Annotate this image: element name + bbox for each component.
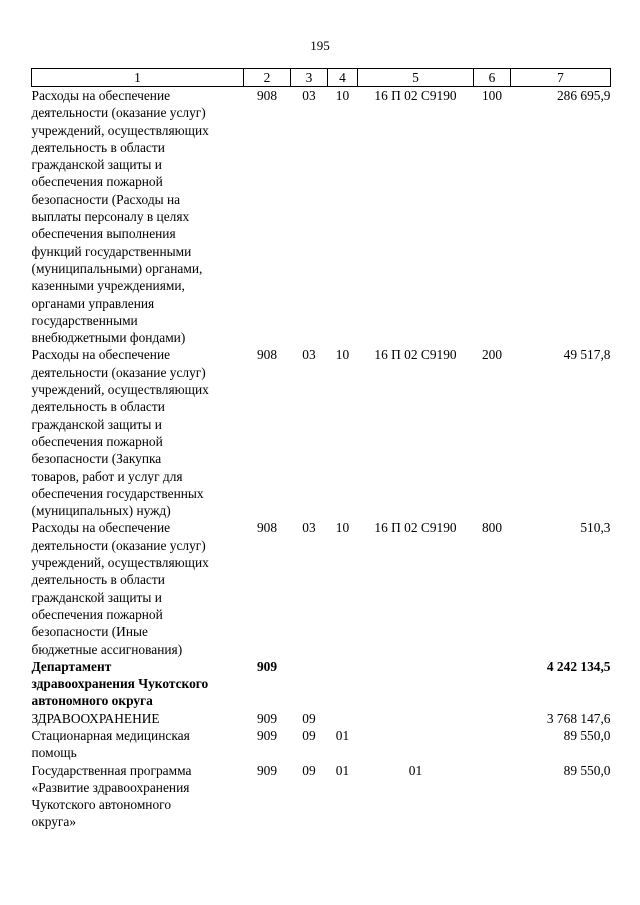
target-article-cell: 16 П 02 С9190 xyxy=(374,88,457,103)
amount-cell: 510,3 xyxy=(580,520,611,536)
item-name-line: государственными xyxy=(31,312,138,328)
item-name-line: гражданской защиты и xyxy=(31,416,162,432)
item-name-line: выплаты персоналу в целях xyxy=(31,209,190,225)
table-body xyxy=(32,87,611,831)
expense-type-cell: 800 xyxy=(481,520,503,536)
item-name-line: бюджетные ассигнования) xyxy=(31,641,183,657)
target-article-cell: 01 xyxy=(408,762,423,778)
code-ministry-cell: 908 xyxy=(256,520,278,536)
item-name-line: автономного округа xyxy=(31,693,153,709)
item-name-line: безопасности (Иные xyxy=(31,624,148,640)
budget-table xyxy=(31,68,611,831)
target-article-cell xyxy=(358,727,474,762)
item-name-cell xyxy=(32,727,244,762)
code-ministry-cell: 909 xyxy=(256,762,278,778)
item-name-line: Расходы на обеспечение xyxy=(31,520,171,536)
column-header-4: 4 xyxy=(328,69,358,87)
item-name-line: обеспечения выполнения xyxy=(31,226,176,242)
item-name-cell xyxy=(32,658,244,710)
column-header-5: 5 xyxy=(358,69,474,87)
item-name-line: органами управления xyxy=(31,295,155,311)
item-name-line: обеспечения пожарной xyxy=(31,606,163,622)
target-article-cell: 16 П 02 С9190 xyxy=(374,520,457,536)
item-name-line: (муниципальных) нужд) xyxy=(31,503,171,519)
table-row xyxy=(32,658,611,710)
header-row xyxy=(32,69,611,87)
target-article-cell: 16 П 02 С9190 xyxy=(374,347,457,363)
item-name-line: «Развитие здравоохранения xyxy=(31,779,190,795)
subsection-cell: 01 xyxy=(335,727,350,743)
item-name-line: Расходы на обеспечение xyxy=(31,88,171,103)
item-name-line: деятельность в области xyxy=(31,139,165,155)
subsection-cell: 10 xyxy=(335,88,350,103)
subsection-cell: 10 xyxy=(335,347,350,363)
item-name-line: учреждений, осуществляющих xyxy=(31,555,209,571)
item-name-cell xyxy=(32,710,244,727)
subsection-cell xyxy=(328,658,358,710)
column-header-1: 1 xyxy=(32,69,244,87)
section-cell: 09 xyxy=(302,762,316,778)
item-name-line: учреждений, осуществляющих xyxy=(31,382,209,398)
item-name-line: обеспечения государственных xyxy=(31,485,204,501)
item-name-line: Департамент xyxy=(31,658,112,674)
item-name-line: ЗДРАВООХРАНЕНИЕ xyxy=(31,710,160,726)
amount-cell: 89 550,0 xyxy=(563,727,611,743)
item-name-line: обеспечения пожарной xyxy=(31,174,163,190)
item-name-line: гражданской защиты и xyxy=(31,589,162,605)
column-header-6: 6 xyxy=(474,69,511,87)
code-ministry-cell: 909 xyxy=(256,710,278,726)
item-name-cell xyxy=(32,762,244,831)
item-name-cell xyxy=(32,519,244,657)
code-ministry-cell: 908 xyxy=(256,88,278,103)
column-header-7: 7 xyxy=(511,69,611,87)
amount-cell: 89 550,0 xyxy=(563,762,611,778)
item-name-line: деятельности (оказание услуг) xyxy=(31,537,206,553)
amount-cell: 286 695,9 xyxy=(556,88,611,103)
target-article-cell xyxy=(358,710,474,727)
item-name-line: деятельность в области xyxy=(31,399,165,415)
amount-cell: 4 242 134,5 xyxy=(546,658,611,674)
item-name-line: обеспечения пожарной xyxy=(31,433,163,449)
item-name-line: гражданской защиты и xyxy=(31,157,162,173)
item-name-line: Расходы на обеспечение xyxy=(31,347,171,363)
item-name-line: товаров, работ и услуг для xyxy=(31,468,183,484)
item-name-line: Государственная программа xyxy=(31,762,192,778)
code-ministry-cell: 909 xyxy=(256,658,278,674)
item-name-cell xyxy=(32,346,244,519)
subsection-cell xyxy=(328,710,358,727)
item-name-line: деятельность в области xyxy=(31,572,165,588)
section-cell: 03 xyxy=(302,347,316,363)
subsection-cell: 01 xyxy=(335,762,350,778)
expense-type-cell xyxy=(474,710,511,727)
item-name-line: деятельности (оказание услуг) xyxy=(31,364,206,380)
section-cell xyxy=(291,658,328,710)
column-header-3: 3 xyxy=(291,69,328,87)
item-name-line: помощь xyxy=(31,745,77,761)
item-name-line: безопасности (Закупка xyxy=(31,451,162,467)
item-name-line: безопасности (Расходы на xyxy=(31,191,181,207)
expense-type-cell xyxy=(474,762,511,831)
item-name-line: (муниципальными) органами, xyxy=(31,260,203,276)
amount-cell: 49 517,8 xyxy=(563,347,611,363)
item-name-line: Чукотского автономного xyxy=(31,797,172,813)
table-row xyxy=(32,710,611,727)
page-number: 195 xyxy=(310,38,330,53)
section-cell: 03 xyxy=(302,88,316,103)
target-article-cell xyxy=(358,658,474,710)
table-row xyxy=(32,727,611,762)
section-cell: 09 xyxy=(302,710,316,726)
expense-type-cell: 200 xyxy=(481,347,503,363)
item-name-line: округа» xyxy=(31,814,77,830)
item-name-line: внебюджетными фондами) xyxy=(31,330,186,346)
subsection-cell: 10 xyxy=(335,520,350,536)
amount-cell: 3 768 147,6 xyxy=(546,710,611,726)
item-name-cell xyxy=(32,87,244,347)
code-ministry-cell: 908 xyxy=(256,347,278,363)
code-ministry-cell: 909 xyxy=(256,727,278,743)
item-name-line: Стационарная медицинская xyxy=(31,727,190,743)
expense-type-cell xyxy=(474,658,511,710)
section-cell: 09 xyxy=(302,727,316,743)
table-row xyxy=(32,87,611,347)
item-name-line: функций государственными xyxy=(31,243,192,259)
expense-type-cell: 100 xyxy=(481,88,503,103)
item-name-line: казенными учреждениями, xyxy=(31,278,185,294)
item-name-line: здравоохранения Чукотского xyxy=(31,676,209,692)
item-name-line: деятельности (оказание услуг) xyxy=(31,105,206,121)
section-cell: 03 xyxy=(302,520,316,536)
table-row xyxy=(32,762,611,831)
table-row xyxy=(32,519,611,657)
column-header-2: 2 xyxy=(244,69,291,87)
table-row xyxy=(32,346,611,519)
item-name-line: учреждений, осуществляющих xyxy=(31,122,209,138)
expense-type-cell xyxy=(474,727,511,762)
